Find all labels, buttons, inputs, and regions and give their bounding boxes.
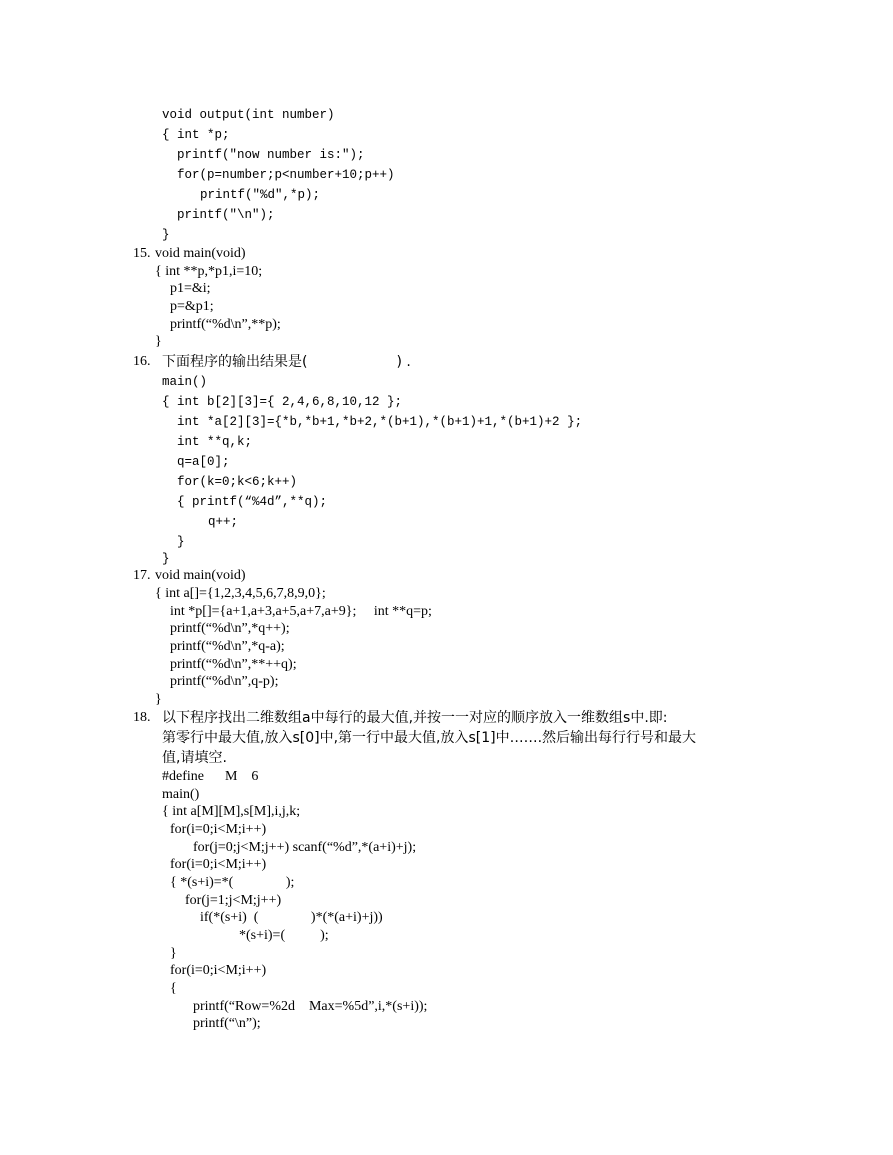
code-line: printf(“%d\n”,**++q); <box>170 657 297 672</box>
code-line: int *p[]={a+1,a+3,a+5,a+7,a+9}; int **q=p; <box>170 604 432 619</box>
code-line: main() <box>162 787 200 802</box>
code-line: printf("\n"); <box>177 208 275 222</box>
code-line: for(i=0;i<M;i++) <box>170 822 267 837</box>
code-line: printf(“%d\n”,*q-a); <box>170 639 285 654</box>
code-line: printf("now number is:"); <box>177 148 365 162</box>
code-line: p=&p1; <box>170 299 214 314</box>
code-line: { *(s+i)=*( ); <box>170 875 295 890</box>
code-line: for(i=0;i<M;i++) <box>170 857 267 872</box>
question-text: 第零行中最大值,放入s[0]中,第一行中最大值,放入s[1]中…….然后输出每行行号和最大 <box>162 730 697 746</box>
code-line: main() <box>162 375 208 389</box>
code-line: #define M 6 <box>162 769 259 784</box>
code-line: q++; <box>208 515 239 529</box>
question-number: 15. <box>133 246 151 261</box>
code-line: { int b[2][3]={ 2,4,6,8,10,12 }; <box>162 395 403 409</box>
question-text: 下面程序的输出结果是( ) . <box>162 354 411 370</box>
question-number: 16. <box>133 354 151 369</box>
code-line: printf(“Row=%2d Max=%5d”,i,*(s+i)); <box>193 999 428 1014</box>
code-line: { int *p; <box>162 128 230 142</box>
code-line: } <box>162 552 170 566</box>
code-line: } <box>162 228 170 242</box>
code-line: } <box>177 535 185 549</box>
code-line: p1=&i; <box>170 281 211 296</box>
question-text: 值,请填空. <box>162 750 227 766</box>
code-line: void main(void) <box>155 246 246 261</box>
code-line: for(k=0;k<6;k++) <box>177 475 298 489</box>
code-line: printf(“%d\n”,**p); <box>170 317 281 332</box>
code-line: printf(“%d\n”,*q++); <box>170 621 290 636</box>
question-number: 17. <box>133 568 151 583</box>
code-line: q=a[0]; <box>177 455 230 469</box>
code-line: { int a[M][M],s[M],i,j,k; <box>162 804 301 819</box>
code-line: int **q,k; <box>177 435 253 449</box>
code-line: printf(“\n”); <box>193 1016 261 1031</box>
code-line: *(s+i)=( ); <box>239 928 329 943</box>
code-line: for(i=0;i<M;i++) <box>170 963 267 978</box>
code-line: } <box>155 334 162 349</box>
code-line: { int a[]={1,2,3,4,5,6,7,8,9,0}; <box>155 586 326 601</box>
code-line: void output(int number) <box>162 108 335 122</box>
code-line: } <box>155 692 162 707</box>
code-line: } <box>170 946 177 961</box>
question-number: 18. <box>133 710 151 725</box>
code-line: printf(“%d\n”,q-p); <box>170 674 279 689</box>
code-line: int *a[2][3]={*b,*b+1,*b+2,*(b+1),*(b+1)+1,*(b+1)+2 }; <box>177 415 583 429</box>
code-line: for(j=0;j<M;j++) scanf(“%d”,*(a+i)+j); <box>193 840 417 855</box>
code-line: for(p=number;p<number+10;p++) <box>177 168 395 182</box>
code-line: if(*(s+i) ( )*(*(a+i)+j)) <box>200 910 383 925</box>
code-line: { int **p,*p1,i=10; <box>155 264 263 279</box>
code-line: void main(void) <box>155 568 246 583</box>
code-line: { printf(“%4d”,**q); <box>177 495 328 509</box>
question-text: 以下程序找出二维数组a中每行的最大值,并按一一对应的顺序放入一维数组s中.即: <box>162 710 668 726</box>
code-line: for(j=1;j<M;j++) <box>185 893 282 908</box>
code-line: printf("%d",*p); <box>200 188 321 202</box>
code-line: { <box>170 981 177 996</box>
